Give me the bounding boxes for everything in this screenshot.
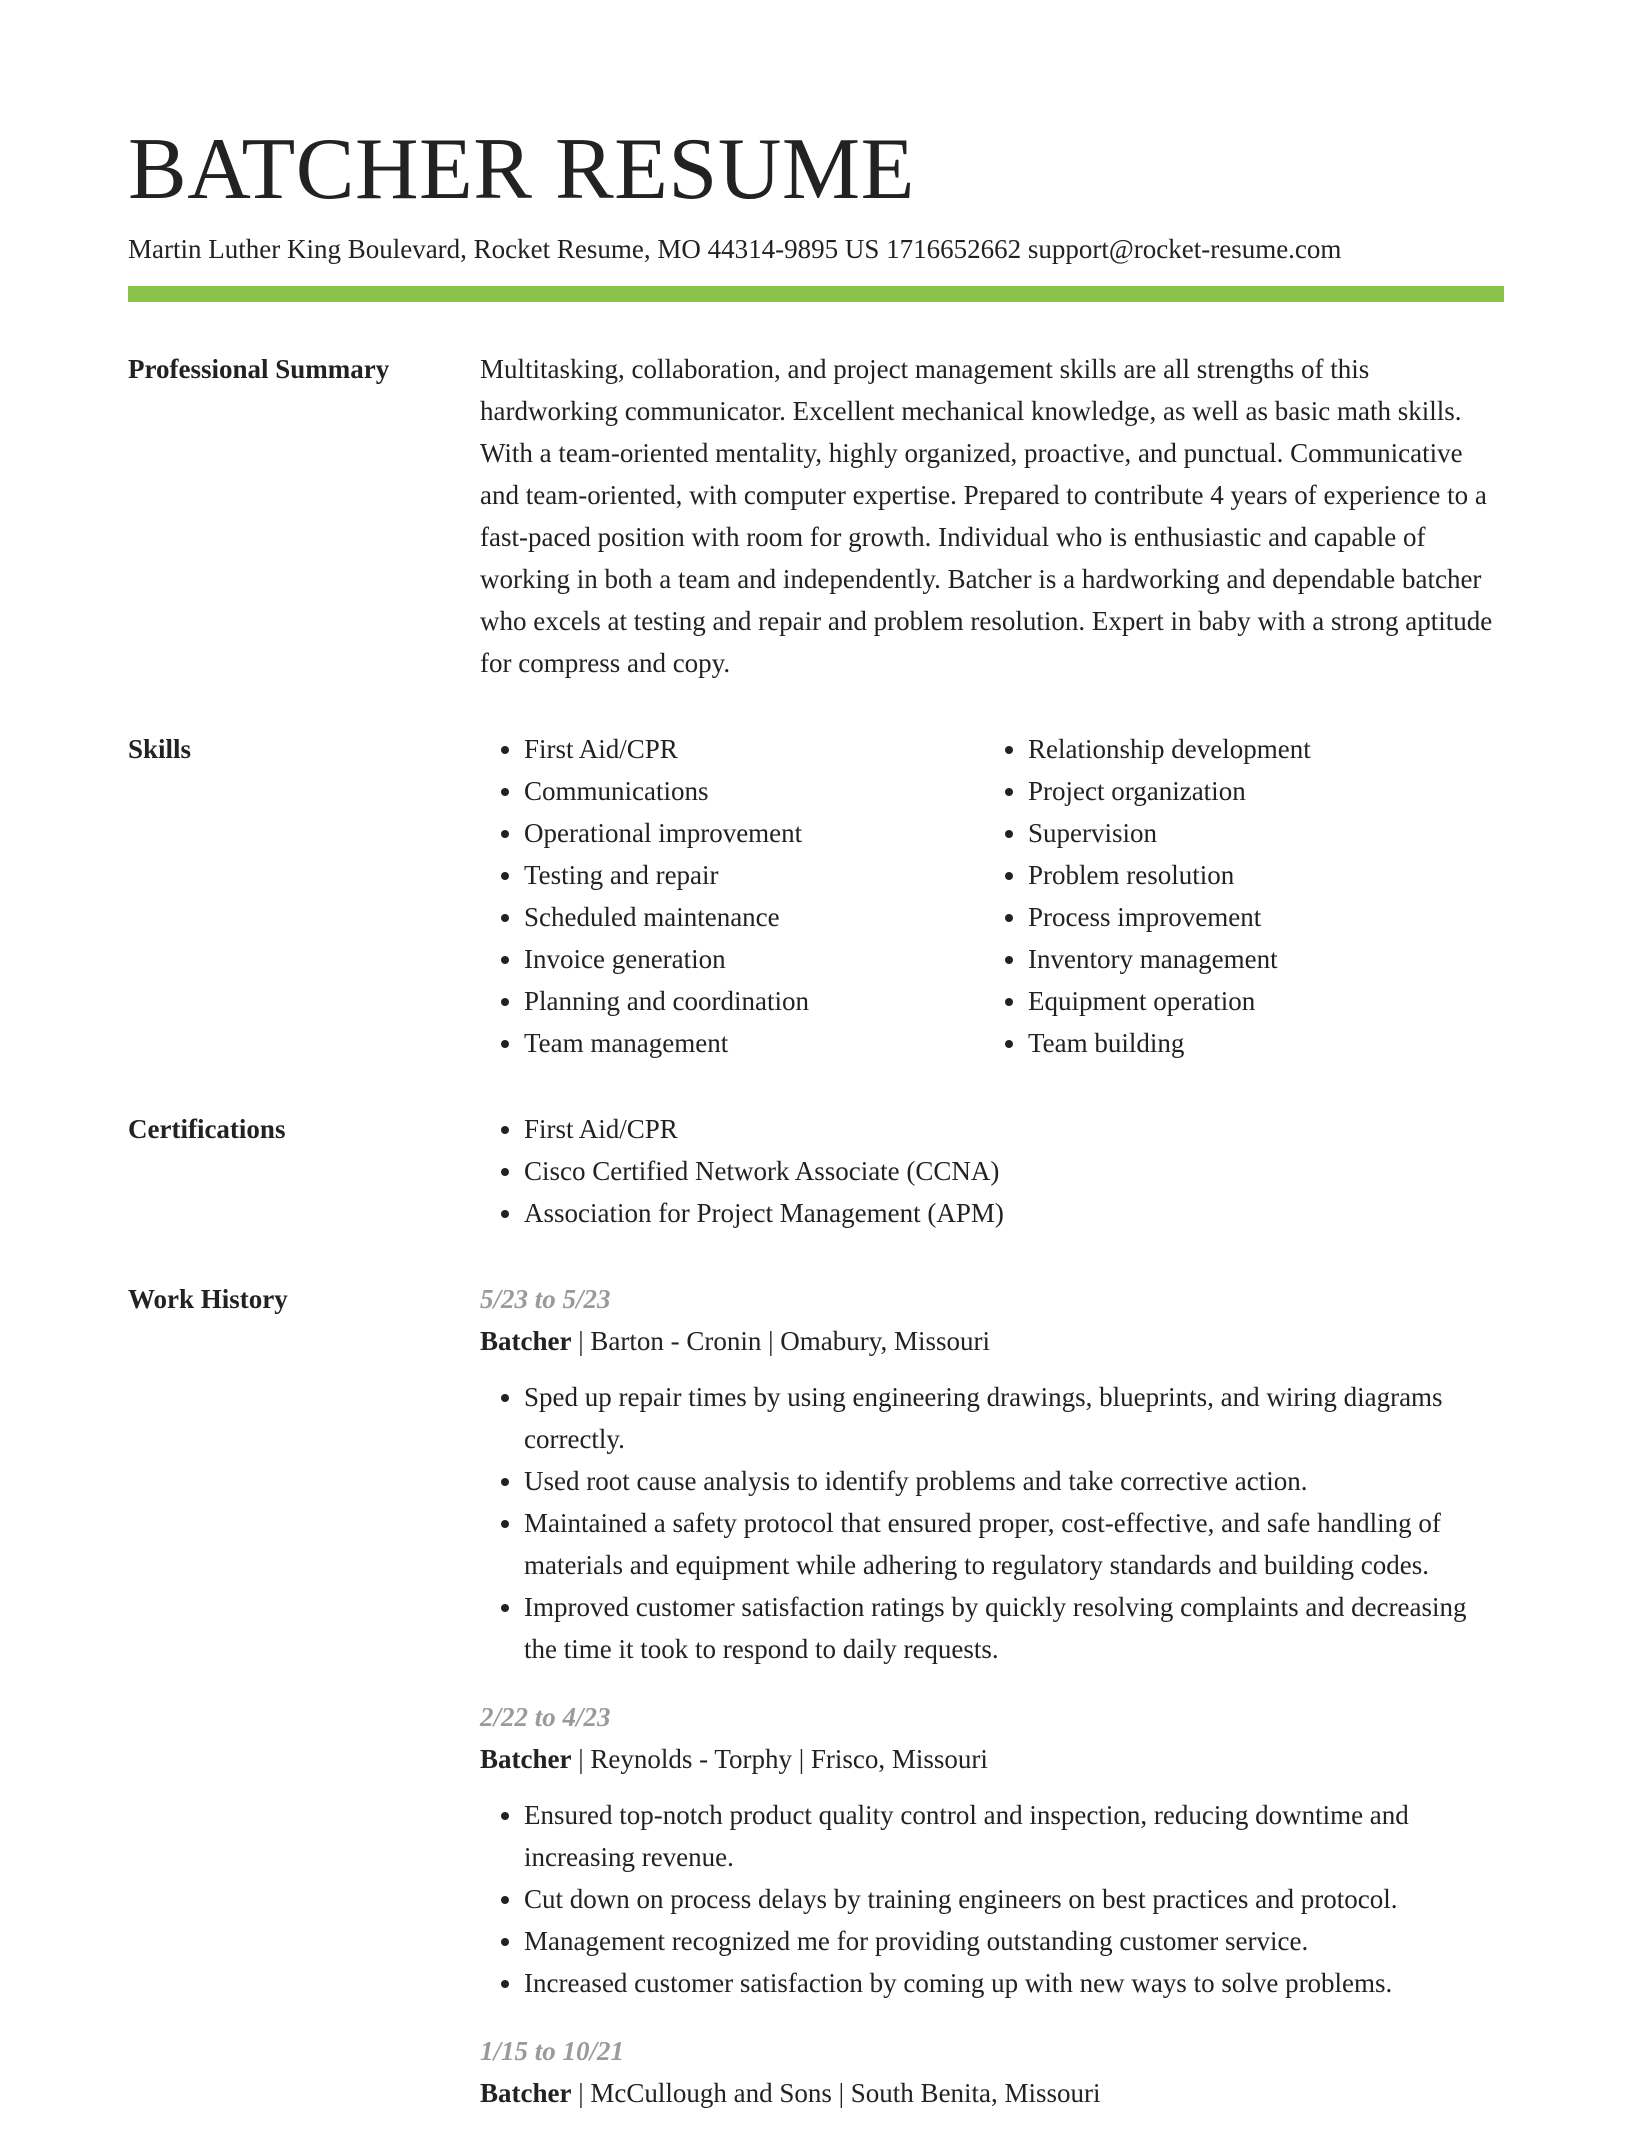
job-title: Batcher: [480, 1326, 572, 1356]
skill-item: • Scheduled maintenance: [524, 896, 984, 938]
job-bullet: • Improved customer satisfaction ratings by quickly resolving complaints and decreasing the time it took to respond to daily requests.: [524, 1586, 1504, 1670]
job-bullet: • Cut down on process delays by training engineers on best practices and protocol.: [524, 1878, 1504, 1920]
section-work-history: [128, 1284, 1504, 2146]
skill-item: • Testing and repair: [524, 854, 984, 896]
job-details: | Reynolds - Torphy | Frisco, Missouri: [571, 1744, 988, 1774]
section-label: Skills: [128, 734, 192, 764]
skill-item: • Process improvement: [1028, 896, 1488, 938]
skills-list-right: [984, 728, 1488, 1064]
job-title-line: [480, 1320, 1504, 1362]
contact-line: Martin Luther King Boulevard, Rocket Resume, MO 44314-9895 US 1716652662 support@rocket-resume.com: [128, 234, 1342, 264]
section-label: Work History: [128, 1284, 288, 1314]
skill-item: • Communications: [524, 770, 984, 812]
skill-item: • Team management: [524, 1022, 984, 1064]
job-bullet: • Maintained a safety protocol that ensured proper, cost-effective, and safe handling of materials and equipment while adhering to regulatory standards and building codes.: [524, 1502, 1504, 1586]
section-certifications: [128, 1114, 1504, 1234]
resume-title: BATCHER RESUME: [128, 121, 915, 218]
skill-item: • Invoice generation: [524, 938, 984, 980]
job-bullet: • Increased customer satisfaction by coming up with new ways to solve problems.: [524, 1962, 1504, 2004]
certification-item: • Cisco Certified Network Associate (CCNA): [524, 1150, 1504, 1192]
resume-page: [128, 0, 1504, 2146]
summary-text: Multitasking, collaboration, and project management skills are all strengths of this hardworking communicator. Excellent mechanical knowledge, as well as basic math skills. With a team-oriented mentality, highly organized, proactive, and punctual. Communicative and team-oriented, with computer expertise. Prepared to contribute 4 years of experience to a fast-paced position with room for growth. Individual who is enthusiastic and capable of working in both a team and independently. Batcher is a hardworking and dependable batcher who excels at testing and repair and problem resolution. Expert in baby with a strong aptitude for compress and copy.: [480, 354, 1493, 678]
job-bullets: [480, 1376, 1504, 1670]
section-label: Certifications: [128, 1114, 286, 1144]
job-bullet: • Management recognized me for providing outstanding customer service.: [524, 1920, 1504, 1962]
certifications-list: [480, 1108, 1504, 1234]
job-title: Batcher: [480, 1744, 572, 1774]
job-details: | McCullough and Sons | South Benita, Missouri: [571, 2078, 1101, 2108]
section-professional-summary: [128, 354, 1504, 684]
skill-item: • First Aid/CPR: [524, 728, 984, 770]
skills-list-left: [480, 728, 984, 1064]
job-details: | Barton - Cronin | Omabury, Missouri: [571, 1326, 990, 1356]
job-dates: 2/22 to 4/23: [480, 1702, 611, 1732]
skill-item: • Operational improvement: [524, 812, 984, 854]
job-entry: [480, 1278, 1504, 1670]
header-divider: [128, 286, 1504, 302]
skill-item: • Supervision: [1028, 812, 1488, 854]
job-title-line: [480, 1738, 1504, 1780]
skill-item: • Team building: [1028, 1022, 1488, 1064]
job-dates: 1/15 to 10/21: [480, 2036, 625, 2066]
job-bullets: [480, 1794, 1504, 2004]
job-bullet: • Ensured top-notch product quality control and inspection, reducing downtime and increasing revenue.: [524, 1794, 1504, 1878]
skill-item: • Planning and coordination: [524, 980, 984, 1022]
certification-item: • Association for Project Management (APM): [524, 1192, 1504, 1234]
job-entry: [480, 2030, 1504, 2114]
job-title: Batcher: [480, 2078, 572, 2108]
job-entry: [480, 1696, 1504, 2004]
skill-item: • Inventory management: [1028, 938, 1488, 980]
section-label: Professional Summary: [128, 354, 390, 384]
section-skills: [128, 734, 1504, 1064]
job-title-line: [480, 2072, 1504, 2114]
job-bullet: • Used root cause analysis to identify problems and take corrective action.: [524, 1460, 1504, 1502]
skill-item: • Relationship development: [1028, 728, 1488, 770]
skill-item: • Equipment operation: [1028, 980, 1488, 1022]
certification-item: • First Aid/CPR: [524, 1108, 1504, 1150]
skill-item: • Project organization: [1028, 770, 1488, 812]
job-bullet: • Sped up repair times by using engineering drawings, blueprints, and wiring diagrams correctly.: [524, 1376, 1504, 1460]
job-dates: 5/23 to 5/23: [480, 1284, 611, 1314]
skill-item: • Problem resolution: [1028, 854, 1488, 896]
